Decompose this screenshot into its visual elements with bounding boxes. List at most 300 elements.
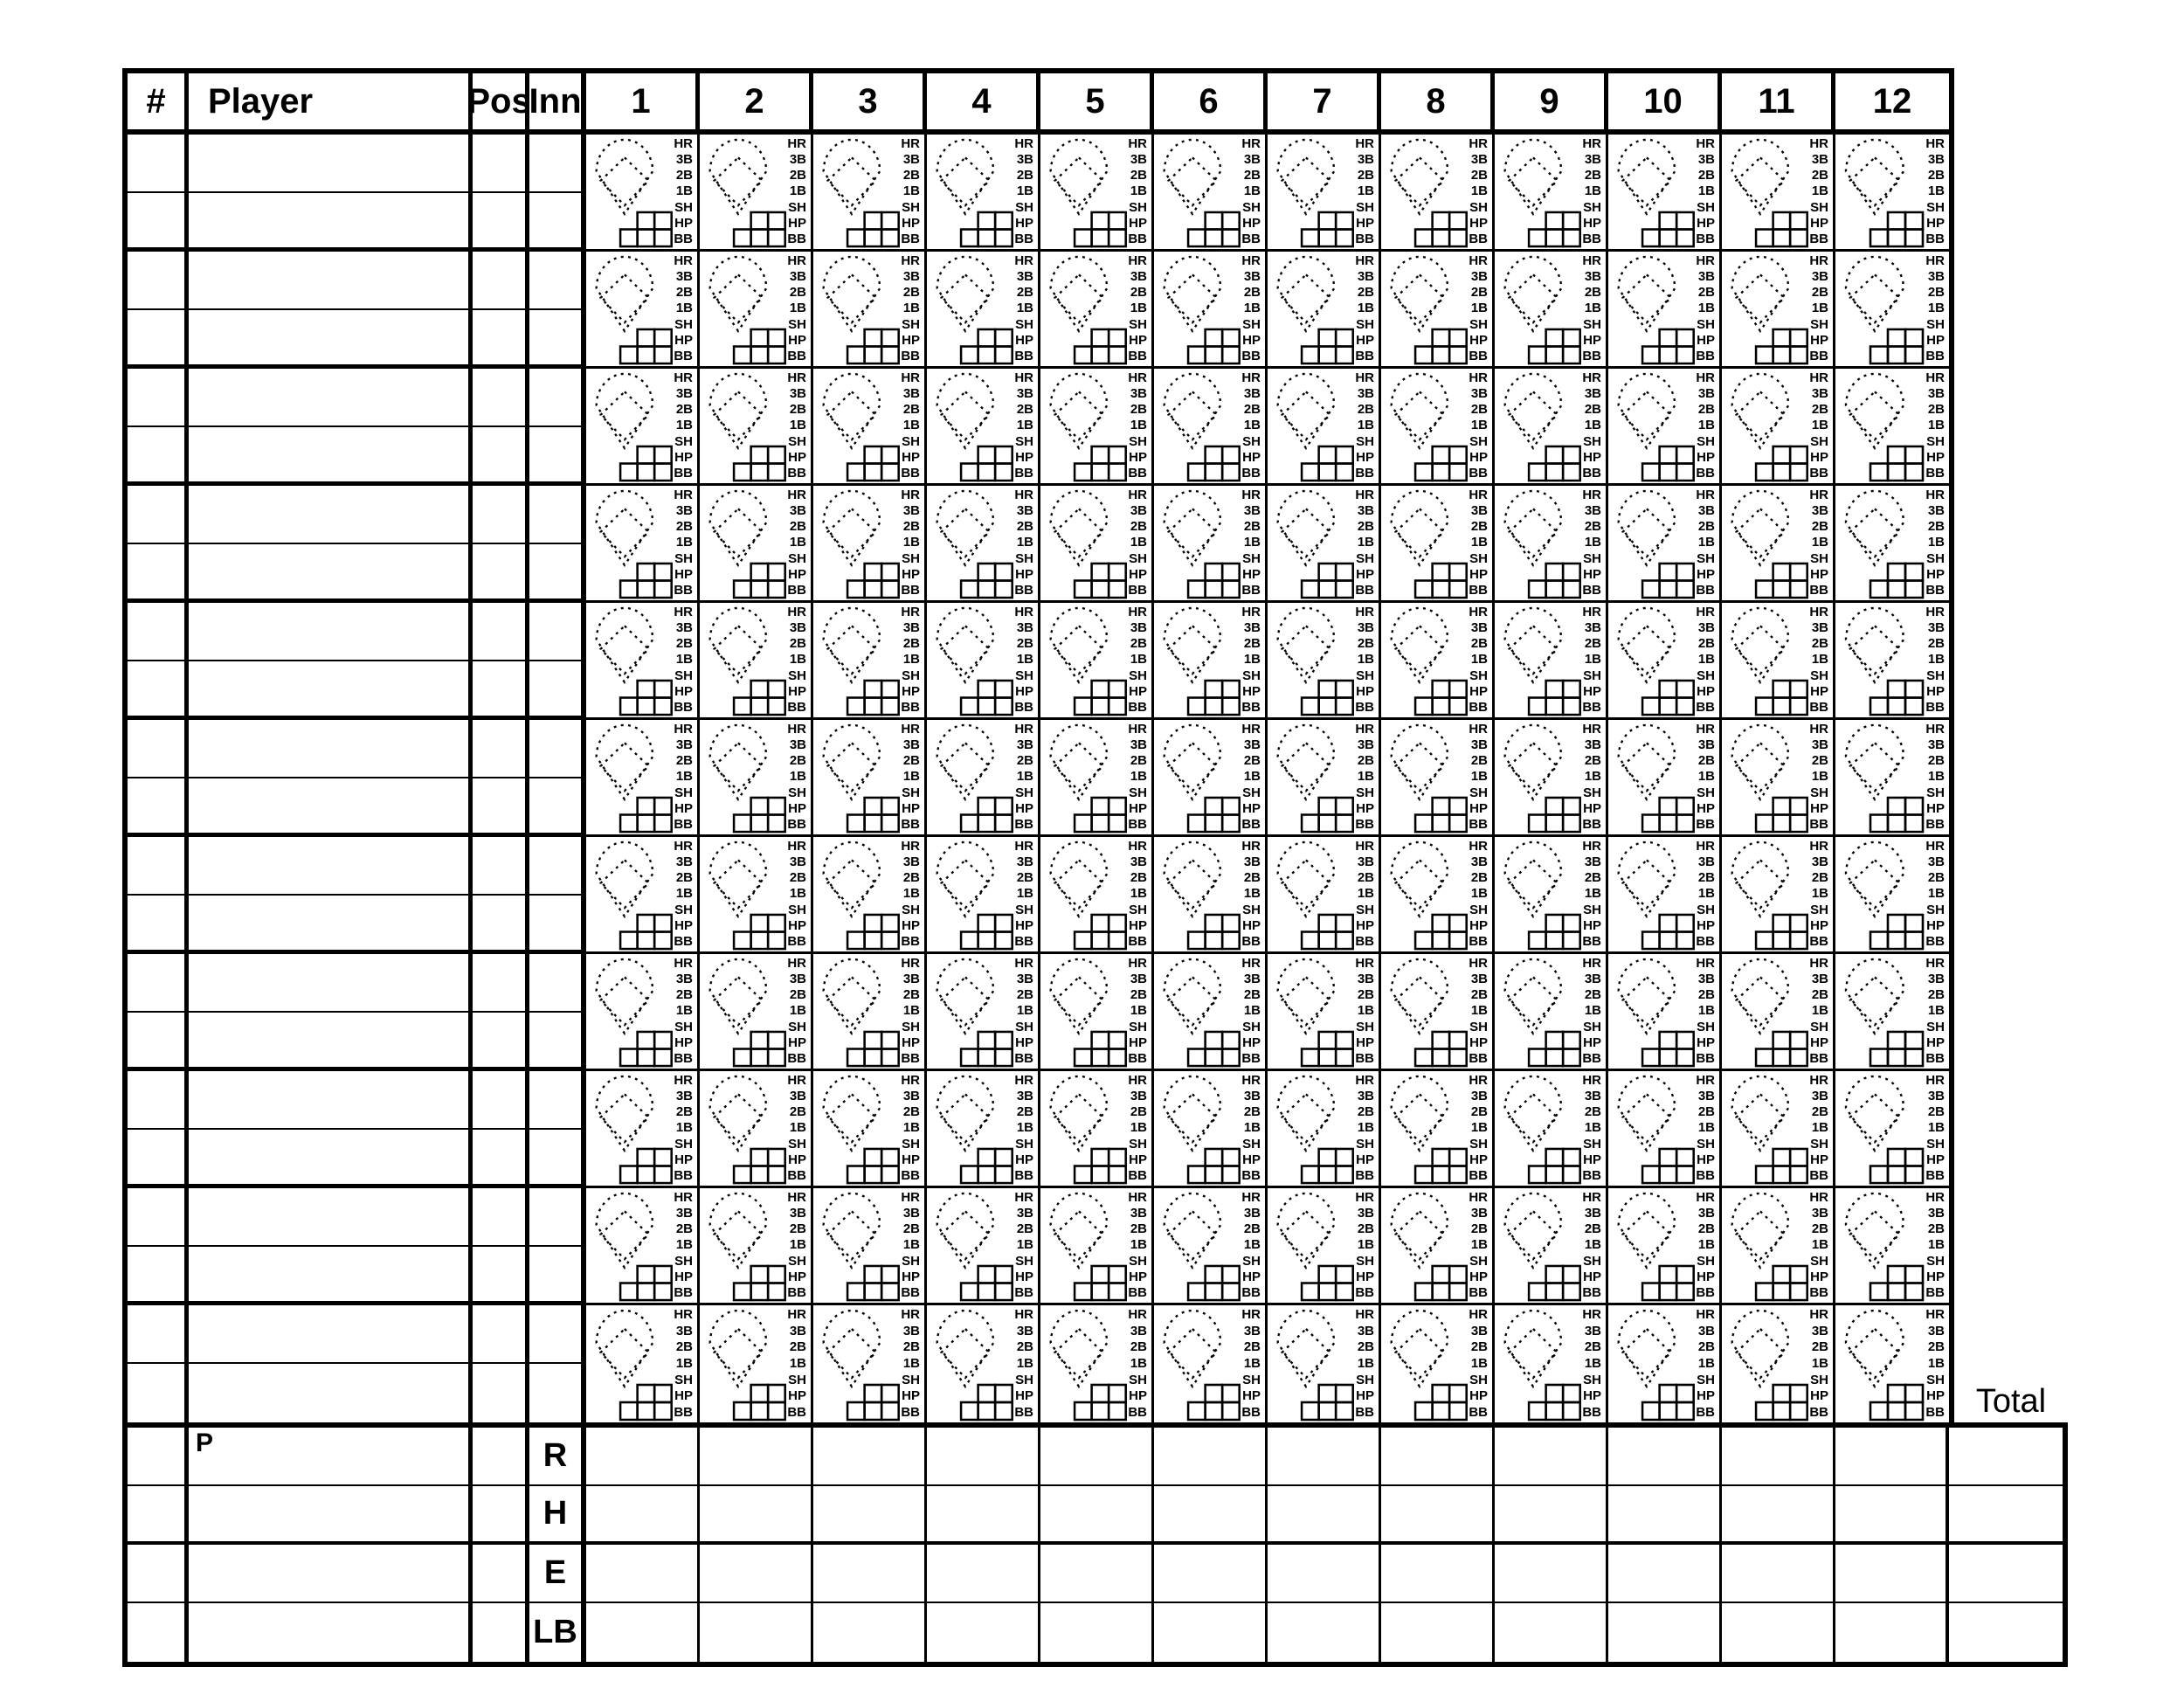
at-bat-cell[interactable] (1495, 252, 1608, 369)
at-bat-cell[interactable] (1154, 837, 1268, 954)
at-bat-cell[interactable] (813, 1305, 927, 1422)
at-bat-cell[interactable] (927, 837, 1040, 954)
pitch-box (995, 1402, 1013, 1420)
summary-score-cell[interactable] (813, 1603, 927, 1662)
inning-entered-cell[interactable] (529, 778, 586, 837)
at-bat-cell[interactable] (1495, 837, 1608, 954)
at-bat-cell[interactable] (700, 837, 813, 954)
inning-entered-cell[interactable] (529, 544, 586, 603)
pitch-count-grid (1642, 329, 1694, 363)
at-bat-cell[interactable] (1268, 1071, 1381, 1188)
summary-player-cell[interactable] (189, 1545, 473, 1603)
roster-number-cell[interactable] (128, 135, 189, 193)
player-name-cell[interactable] (189, 1071, 473, 1130)
summary-score-cell[interactable] (1040, 1545, 1154, 1603)
player-name-cell[interactable] (189, 252, 473, 310)
at-bat-cell[interactable] (927, 1305, 1040, 1422)
position-cell[interactable] (473, 603, 529, 661)
at-bat-cell[interactable] (700, 135, 813, 252)
player-name-cell[interactable] (189, 310, 473, 369)
at-bat-cell[interactable] (700, 954, 813, 1071)
roster-number-cell[interactable] (128, 252, 189, 310)
at-bat-cell[interactable] (1040, 603, 1154, 720)
at-bat-cell[interactable] (1040, 720, 1154, 837)
at-bat-cell[interactable] (1495, 369, 1608, 486)
roster-number-cell[interactable] (128, 896, 189, 954)
position-cell[interactable] (473, 1364, 529, 1422)
inning-entered-cell[interactable] (529, 954, 586, 1013)
pitch-box (1302, 230, 1319, 247)
at-bat-cell[interactable] (1608, 486, 1722, 603)
at-bat-cell[interactable] (927, 1188, 1040, 1305)
at-bat-cell[interactable] (1381, 837, 1495, 954)
at-bat-cell[interactable] (813, 1071, 927, 1188)
at-bat-cell[interactable] (1722, 135, 1835, 252)
summary-score-cell[interactable] (1722, 1603, 1835, 1662)
position-cell[interactable] (473, 252, 529, 310)
at-bat-cell[interactable] (1495, 1305, 1608, 1422)
at-bat-cell[interactable] (1722, 603, 1835, 720)
at-bat-cell[interactable] (1835, 837, 1949, 954)
inning-entered-cell[interactable] (529, 252, 586, 310)
at-bat-cell[interactable] (1154, 1188, 1268, 1305)
at-bat-cell[interactable] (1268, 603, 1381, 720)
result-label-sh: SH (1242, 316, 1261, 332)
at-bat-cell[interactable] (1495, 954, 1608, 1071)
at-bat-cell[interactable] (1495, 135, 1608, 252)
inning-entered-cell[interactable] (529, 1305, 586, 1364)
position-cell[interactable] (473, 427, 529, 486)
at-bat-cell[interactable] (1608, 1071, 1722, 1188)
at-bat-cell[interactable] (1268, 1188, 1381, 1305)
player-name-cell[interactable] (189, 1247, 473, 1305)
at-bat-cell[interactable] (1040, 954, 1154, 1071)
at-bat-cell[interactable] (1381, 135, 1495, 252)
result-labels (1582, 1308, 1601, 1419)
position-cell[interactable] (473, 310, 529, 369)
inning-entered-cell[interactable] (529, 1247, 586, 1305)
inning-entered-cell[interactable] (529, 310, 586, 369)
at-bat-cell[interactable] (813, 252, 927, 369)
total-cell[interactable] (1949, 1603, 2063, 1662)
player-name-cell[interactable] (189, 603, 473, 661)
inning-entered-cell[interactable] (529, 369, 586, 427)
summary-player-cell[interactable] (189, 1603, 473, 1662)
summary-score-cell[interactable] (1040, 1486, 1154, 1545)
roster-number-cell[interactable] (128, 837, 189, 896)
at-bat-cell[interactable] (1381, 603, 1495, 720)
position-cell[interactable] (473, 1130, 529, 1188)
summary-score-cell[interactable] (700, 1486, 813, 1545)
summary-score-cell[interactable] (1495, 1428, 1608, 1486)
at-bat-cell[interactable] (927, 252, 1040, 369)
at-bat-cell[interactable] (1040, 486, 1154, 603)
at-bat-cell[interactable] (700, 720, 813, 837)
result-label-sh: SH (1015, 668, 1033, 683)
inning-entered-cell[interactable] (529, 1188, 586, 1247)
at-bat-cell[interactable] (927, 486, 1040, 603)
at-bat-cell[interactable] (700, 603, 813, 720)
roster-number-cell[interactable] (128, 661, 189, 720)
summary-player-cell[interactable] (189, 1486, 473, 1545)
summary-score-cell[interactable] (1040, 1428, 1154, 1486)
roster-number-cell[interactable] (128, 954, 189, 1013)
inning-entered-cell[interactable] (529, 193, 586, 252)
inning-entered-cell[interactable] (529, 1130, 586, 1188)
roster-number-cell[interactable] (128, 193, 189, 252)
roster-number-cell[interactable] (128, 1247, 189, 1305)
position-cell[interactable] (473, 661, 529, 720)
roster-number-cell[interactable] (128, 1130, 189, 1188)
at-bat-cell[interactable] (927, 954, 1040, 1071)
at-bat-cell[interactable] (1268, 837, 1381, 954)
roster-number-cell[interactable] (128, 778, 189, 837)
pitcher-name-cell[interactable] (189, 1428, 473, 1486)
inning-entered-cell[interactable] (529, 837, 586, 896)
summary-score-cell[interactable] (927, 1428, 1040, 1486)
summary-number-cell[interactable] (128, 1486, 189, 1545)
at-bat-cell[interactable] (586, 837, 700, 954)
player-name-cell[interactable] (189, 954, 473, 1013)
at-bat-cell[interactable] (1608, 603, 1722, 720)
at-bat-cell[interactable] (813, 837, 927, 954)
pitch-box (654, 464, 672, 481)
position-cell[interactable] (473, 837, 529, 896)
summary-score-cell[interactable] (1154, 1545, 1268, 1603)
summary-score-cell[interactable] (1268, 1486, 1381, 1545)
outfield-arc (1732, 725, 1788, 799)
at-bat-cell[interactable] (1835, 369, 1949, 486)
summary-score-cell[interactable] (1835, 1603, 1949, 1662)
at-bat-cell[interactable] (813, 1188, 927, 1305)
player-name-cell[interactable] (189, 135, 473, 193)
at-bat-cell[interactable] (1722, 1188, 1835, 1305)
result-label-2b: 2B (902, 168, 920, 183)
at-bat-cell[interactable] (1040, 252, 1154, 369)
position-cell[interactable] (473, 135, 529, 193)
at-bat-cell[interactable] (1268, 252, 1381, 369)
summary-number-cell[interactable] (128, 1603, 189, 1662)
position-cell[interactable] (473, 1247, 529, 1305)
roster-number-cell[interactable] (128, 544, 189, 603)
summary-score-cell[interactable] (927, 1603, 1040, 1662)
summary-score-cell[interactable] (1381, 1603, 1495, 1662)
at-bat-cell[interactable] (1381, 1071, 1495, 1188)
at-bat-cell[interactable] (1040, 837, 1154, 954)
at-bat-cell[interactable] (1835, 954, 1949, 1071)
at-bat-cell[interactable] (927, 135, 1040, 252)
inning-entered-cell[interactable] (529, 661, 586, 720)
at-bat-cell[interactable] (1722, 954, 1835, 1071)
summary-score-cell[interactable] (1268, 1428, 1381, 1486)
at-bat-cell[interactable] (1835, 135, 1949, 252)
summary-pos-cell[interactable] (473, 1603, 529, 1662)
inning-entered-cell[interactable] (529, 1071, 586, 1130)
at-bat-cell[interactable] (1154, 603, 1268, 720)
at-bat-cell[interactable] (586, 486, 700, 603)
at-bat-cell[interactable] (1495, 720, 1608, 837)
at-bat-cell[interactable] (1381, 252, 1495, 369)
at-bat-cell[interactable] (1154, 369, 1268, 486)
summary-number-cell[interactable] (128, 1428, 189, 1486)
at-bat-cell[interactable] (586, 954, 700, 1071)
at-bat-cell[interactable] (586, 369, 700, 486)
roster-number-cell[interactable] (128, 310, 189, 369)
summary-score-cell[interactable] (927, 1545, 1040, 1603)
at-bat-cell[interactable] (1040, 369, 1154, 486)
summary-score-cell[interactable] (1722, 1428, 1835, 1486)
summary-score-cell[interactable] (700, 1428, 813, 1486)
at-bat-cell[interactable] (1835, 1188, 1949, 1305)
summary-score-cell[interactable] (813, 1545, 927, 1603)
at-bat-cell[interactable] (1040, 1071, 1154, 1188)
player-name-cell[interactable] (189, 837, 473, 896)
player-name-cell[interactable] (189, 544, 473, 603)
summary-score-cell[interactable] (927, 1486, 1040, 1545)
summary-number-cell[interactable] (128, 1545, 189, 1603)
summary-score-cell[interactable] (1381, 1486, 1495, 1545)
at-bat-cell[interactable] (1381, 954, 1495, 1071)
at-bat-cell[interactable] (1381, 720, 1495, 837)
summary-score-cell[interactable] (1722, 1545, 1835, 1603)
at-bat-cell[interactable] (586, 720, 700, 837)
at-bat-cell[interactable] (813, 720, 927, 837)
at-bat-cell[interactable] (1835, 252, 1949, 369)
at-bat-cell[interactable] (813, 369, 927, 486)
roster-number-cell[interactable] (128, 427, 189, 486)
summary-pos-cell[interactable] (473, 1545, 529, 1603)
at-bat-cell[interactable] (586, 1071, 700, 1188)
inning-entered-cell[interactable] (529, 896, 586, 954)
at-bat-cell[interactable] (1722, 369, 1835, 486)
position-cell[interactable] (473, 1013, 529, 1071)
at-bat-cell[interactable] (927, 720, 1040, 837)
infield-diamond (1850, 1211, 1899, 1259)
at-bat-cell[interactable] (813, 954, 927, 1071)
inning-number: 11 (1758, 81, 1795, 121)
at-bat-cell[interactable] (700, 369, 813, 486)
position-cell[interactable] (473, 1071, 529, 1130)
summary-score-cell[interactable] (1608, 1486, 1722, 1545)
at-bat-cell[interactable] (1722, 720, 1835, 837)
inning-entered-cell[interactable] (529, 720, 586, 778)
roster-number-cell[interactable] (128, 1071, 189, 1130)
at-bat-cell[interactable] (586, 252, 700, 369)
summary-score-cell[interactable] (700, 1603, 813, 1662)
inning-entered-cell[interactable] (529, 486, 586, 544)
summary-pos-cell[interactable] (473, 1486, 529, 1545)
at-bat-cell[interactable] (1381, 1188, 1495, 1305)
at-bat-cell[interactable] (700, 1188, 813, 1305)
roster-number-cell[interactable] (128, 1305, 189, 1364)
roster-number-cell[interactable] (128, 720, 189, 778)
summary-score-cell[interactable] (1608, 1603, 1722, 1662)
position-cell[interactable] (473, 1188, 529, 1247)
player-name-cell[interactable] (189, 1364, 473, 1422)
result-label-1b: 1B (1470, 1237, 1488, 1253)
at-bat-cell[interactable] (1040, 135, 1154, 252)
at-bat-cell[interactable] (1608, 252, 1722, 369)
summary-score-cell[interactable] (1495, 1486, 1608, 1545)
pitch-box (1790, 1283, 1807, 1301)
summary-score-cell[interactable] (1835, 1428, 1949, 1486)
result-label-hp: HP (1015, 566, 1033, 582)
at-bat-cell[interactable] (1608, 369, 1722, 486)
summary-score-cell[interactable] (1495, 1603, 1608, 1662)
at-bat-cell[interactable] (1381, 486, 1495, 603)
total-cell[interactable] (1949, 1486, 2063, 1545)
summary-score-cell[interactable] (1154, 1428, 1268, 1486)
at-bat-cell[interactable] (1040, 1305, 1154, 1422)
summary-score-cell[interactable] (1381, 1545, 1495, 1603)
summary-score-cell[interactable] (1495, 1545, 1608, 1603)
summary-score-cell[interactable] (1722, 1486, 1835, 1545)
roster-number-cell[interactable] (128, 1188, 189, 1247)
result-label-hr: HR (1241, 1073, 1261, 1088)
at-bat-cell[interactable] (813, 603, 927, 720)
summary-score-cell[interactable] (1381, 1428, 1495, 1486)
summary-score-cell[interactable] (1608, 1428, 1722, 1486)
summary-score-cell[interactable] (1835, 1486, 1949, 1545)
at-bat-cell[interactable] (586, 135, 700, 252)
at-bat-cell[interactable] (1268, 135, 1381, 252)
position-cell[interactable] (473, 486, 529, 544)
summary-score-cell[interactable] (586, 1603, 700, 1662)
roster-number-cell[interactable] (128, 1364, 189, 1422)
at-bat-cell[interactable] (1722, 837, 1835, 954)
at-bat-cell[interactable] (927, 369, 1040, 486)
at-bat-cell[interactable] (586, 603, 700, 720)
at-bat-cell[interactable] (1835, 486, 1949, 603)
at-bat-cell[interactable] (1722, 252, 1835, 369)
at-bat-cell[interactable] (1040, 1188, 1154, 1305)
at-bat-cell[interactable] (1495, 1071, 1608, 1188)
at-bat-cell[interactable] (1608, 1188, 1722, 1305)
summary-pos-cell[interactable] (473, 1428, 529, 1486)
at-bat-cell[interactable] (813, 135, 927, 252)
player-name-cell[interactable] (189, 427, 473, 486)
position-cell[interactable] (473, 1305, 529, 1364)
summary-score-cell[interactable] (586, 1486, 700, 1545)
player-name-cell[interactable] (189, 778, 473, 837)
at-bat-cell[interactable] (1154, 486, 1268, 603)
at-bat-cell[interactable] (700, 486, 813, 603)
at-bat-cell[interactable] (1154, 720, 1268, 837)
position-cell[interactable] (473, 954, 529, 1013)
total-cell[interactable] (1949, 1428, 2063, 1486)
summary-score-cell[interactable] (1608, 1545, 1722, 1603)
roster-number-cell[interactable] (128, 603, 189, 661)
at-bat-cell[interactable] (1154, 135, 1268, 252)
at-bat-cell[interactable] (1268, 720, 1381, 837)
at-bat-cell[interactable] (1268, 486, 1381, 603)
player-name-cell[interactable] (189, 1305, 473, 1364)
summary-score-cell[interactable] (1268, 1603, 1381, 1662)
player-name-cell[interactable] (189, 369, 473, 427)
total-cell[interactable] (1949, 1545, 2063, 1603)
player-name-cell[interactable] (189, 720, 473, 778)
at-bat-cell[interactable] (1381, 1305, 1495, 1422)
at-bat-cell[interactable] (1495, 1188, 1608, 1305)
inning-entered-cell[interactable] (529, 1013, 586, 1071)
position-cell[interactable] (473, 720, 529, 778)
player-name-cell[interactable] (189, 193, 473, 252)
summary-score-cell[interactable] (1835, 1545, 1949, 1603)
inning-entered-cell[interactable] (529, 603, 586, 661)
at-bat-cell[interactable] (1495, 603, 1608, 720)
at-bat-cell[interactable] (1722, 1305, 1835, 1422)
roster-number-cell[interactable] (128, 1013, 189, 1071)
summary-score-cell[interactable] (813, 1428, 927, 1486)
at-bat-cell[interactable] (813, 486, 927, 603)
at-bat-cell[interactable] (1608, 837, 1722, 954)
at-bat-cell[interactable] (1835, 720, 1949, 837)
summary-score-cell[interactable] (813, 1486, 927, 1545)
at-bat-cell[interactable] (1608, 954, 1722, 1071)
at-bat-cell[interactable] (1154, 1305, 1268, 1422)
position-cell[interactable] (473, 369, 529, 427)
at-bat-cell[interactable] (700, 1305, 813, 1422)
at-bat-cell[interactable] (700, 1071, 813, 1188)
inning-entered-cell[interactable] (529, 1364, 586, 1422)
at-bat-cell[interactable] (1268, 954, 1381, 1071)
summary-score-cell[interactable] (586, 1545, 700, 1603)
at-bat-cell[interactable] (1608, 720, 1722, 837)
summary-score-cell[interactable] (1154, 1603, 1268, 1662)
at-bat-cell[interactable] (1381, 369, 1495, 486)
at-bat-cell[interactable] (1154, 954, 1268, 1071)
player-name-cell[interactable] (189, 1013, 473, 1071)
position-cell[interactable] (473, 778, 529, 837)
summary-score-cell[interactable] (1154, 1486, 1268, 1545)
at-bat-cell[interactable] (1154, 1071, 1268, 1188)
at-bat-cell[interactable] (927, 603, 1040, 720)
summary-score-cell[interactable] (700, 1545, 813, 1603)
at-bat-cell[interactable] (1722, 486, 1835, 603)
at-bat-cell[interactable] (586, 1305, 700, 1422)
inning-entered-cell[interactable] (529, 427, 586, 486)
at-bat-cell[interactable] (1608, 135, 1722, 252)
player-name-cell[interactable] (189, 1188, 473, 1247)
position-cell[interactable] (473, 544, 529, 603)
at-bat-cell[interactable] (1722, 1071, 1835, 1188)
at-bat-cell[interactable] (1835, 603, 1949, 720)
position-cell[interactable] (473, 896, 529, 954)
at-bat-cell[interactable] (586, 1188, 700, 1305)
player-name-cell[interactable] (189, 1130, 473, 1188)
at-bat-cell[interactable] (700, 252, 813, 369)
at-bat-cell[interactable] (1268, 1305, 1381, 1422)
at-bat-cell[interactable] (1268, 369, 1381, 486)
summary-score-cell[interactable] (1040, 1603, 1154, 1662)
roster-number-cell[interactable] (128, 369, 189, 427)
player-name-cell[interactable] (189, 486, 473, 544)
at-bat-cell[interactable] (1835, 1071, 1949, 1188)
inning-entered-cell[interactable] (529, 135, 586, 193)
player-name-cell[interactable] (189, 661, 473, 720)
roster-number-cell[interactable] (128, 486, 189, 544)
summary-score-cell[interactable] (586, 1428, 700, 1486)
player-name-cell[interactable] (189, 896, 473, 954)
position-cell[interactable] (473, 193, 529, 252)
pitch-box (751, 932, 769, 950)
summary-score-cell[interactable] (1268, 1545, 1381, 1603)
at-bat-cell[interactable] (1608, 1305, 1722, 1422)
at-bat-cell[interactable] (927, 1071, 1040, 1188)
at-bat-cell[interactable] (1154, 252, 1268, 369)
at-bat-cell[interactable] (1835, 1305, 1949, 1422)
at-bat-cell[interactable] (1495, 486, 1608, 603)
